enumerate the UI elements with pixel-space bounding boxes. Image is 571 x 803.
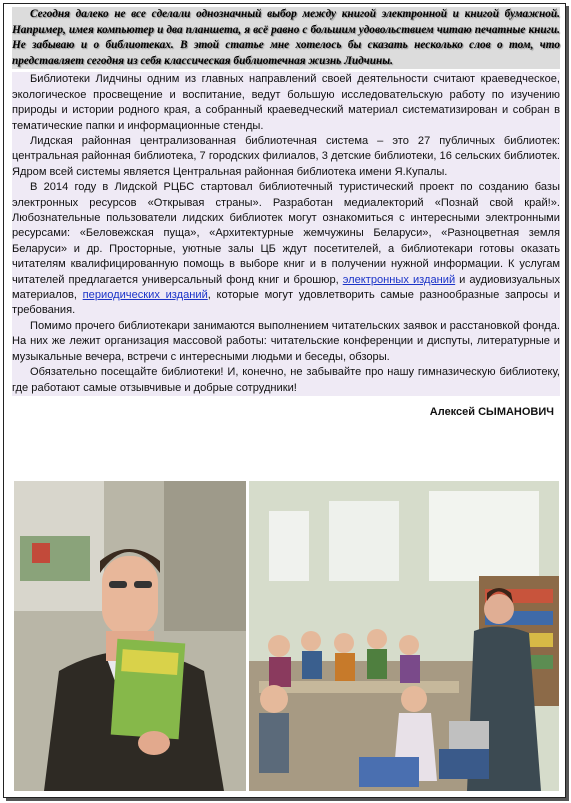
periodicals-link[interactable]: периодических изданий [82,289,208,302]
paragraph-5: Обязательно посещайте библиотеки! И, конечно, не забывайте про нашу гимназическую библиотеку, где работают самые отзывчивые и добрые сотрудники! [12,365,560,396]
paragraph-3-text-b: и аудиовизуальных материалов, [12,273,560,302]
paragraph-1: Библиотеки Лидчины одним из главных направлений своей деятельности считают краеведческое, экологическое просвещение и воспитание, ведут большую исследовательскую работу по изучению природы и истории родного края, а собранный краеведческий материал систематизирован и собран в тематические папки и информационные стенды. [12,72,560,134]
article [12,7,560,420]
paragraph-3-text-a: В 2014 году в Лидской РЦБС стартовал библиотечный туристический проект по созданию базы электронных ресурсов «Открывая страны». Разработан медиалекторий «Познай свой край!». Любознательные пользователи лидских библиотек могут ознакомиться с интересными электронными ресурсами: «Беловежская пуща», «Архитектурные жемчужины Беларуси», «Разноцветная земля Беларуси» и др. Просторные, уютные залы ЦБ ждут посетителей, а библиотекари готовы оказать читателям квалифицированную помощь в выборе книг и в получении нужной информации. К услугам читателей предлагается универсальный фонд книг и брошюр, [12,181,560,286]
photo-man-with-book [14,481,246,791]
paragraph-2: Лидская районная централизованная библиотечная система – это 27 публичных библиотек: центральная районная библиотека, 7 городских филиалов, 3 детские библиотеки, 16 сельских библиотек. Ядром всей системы является Центральная районная библиотека имени Я.Купалы. [12,134,560,180]
photo-library-children-illustration [249,481,559,791]
paragraph-3-text-c: , которые могут удовлетворить самые разнообразные запросы и требования. [12,289,560,317]
paragraph-4: Помимо прочего библиотекари занимаются выполнением читательских заявок и расстановкой фонда. На них же лежит организация массовой работы: читательские конференции и диспуты, литературные и музыкальные вечера, встречи с интересными людьми и беседы, обзоры. [12,319,560,365]
electronic-editions-link[interactable]: электронных изданий [342,273,456,286]
article-lead: Сегодня далеко не все сделали однозначный выбор между книгой электронной и книгой бумажной. Например, имея компьютер и два планшета, я всё равно с большим удовольствием читаю печатные книги. Не забываю и о библиотеках. В этой статье мне хотелось бы сказать несколько слов о том, что представляет сегодня из себя классическая библиотечная жизнь Лидчины. [12,7,560,69]
photo-library-children [249,481,559,791]
paragraph-3 [12,180,560,319]
photo-man-with-book-illustration [14,481,246,791]
author-signature: Алексей СЫМАНОВИЧ [429,405,554,418]
